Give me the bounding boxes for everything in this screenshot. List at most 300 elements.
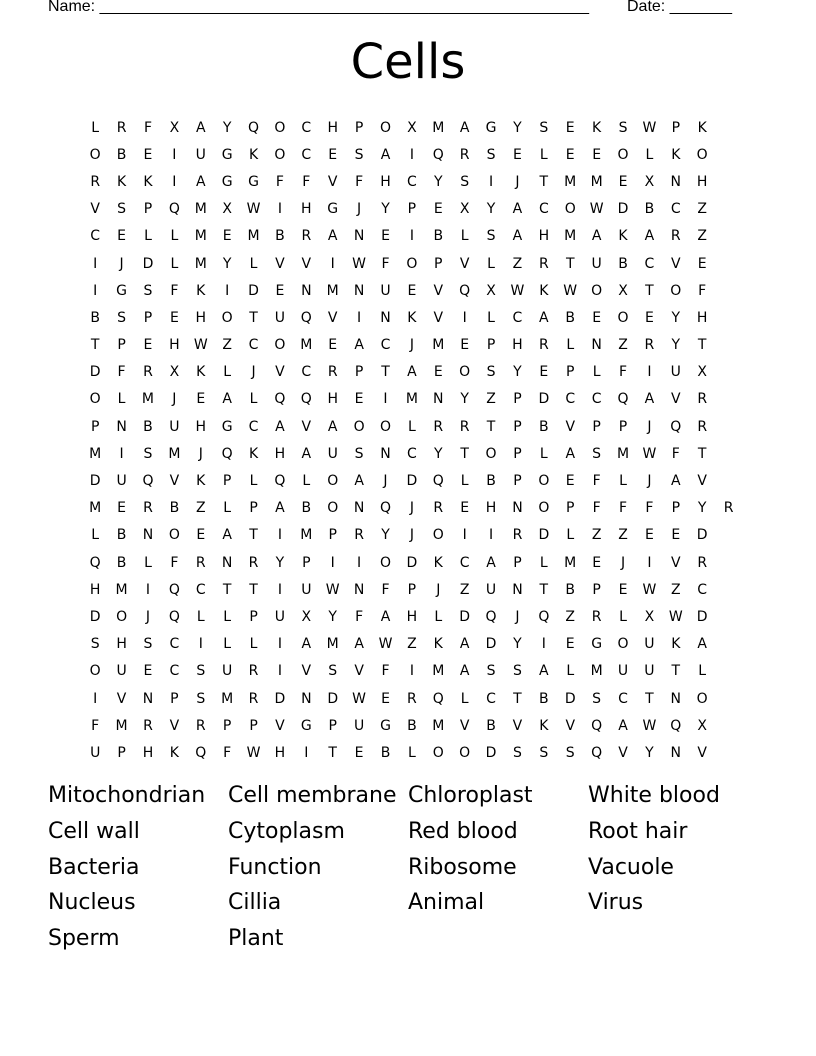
grid-letter[interactable]: E xyxy=(275,282,285,299)
grid-letter[interactable]: M xyxy=(141,391,155,408)
grid-letter[interactable]: H xyxy=(327,119,338,136)
grid-letter[interactable]: O xyxy=(432,527,444,544)
grid-letter[interactable]: H xyxy=(195,309,207,326)
grid-letter[interactable]: C xyxy=(697,581,708,598)
grid-letter[interactable]: Q xyxy=(459,282,471,299)
grid-letter[interactable]: P xyxy=(566,364,575,381)
grid-letter[interactable]: K xyxy=(143,173,153,190)
grid-letter[interactable]: P xyxy=(513,554,522,571)
grid-letter[interactable]: Q xyxy=(485,608,497,625)
name-field-label[interactable]: Name: _______________________________________________________ xyxy=(48,0,589,15)
grid-letter[interactable]: I xyxy=(330,255,335,272)
grid-letter[interactable]: H xyxy=(195,418,207,435)
grid-letter[interactable]: T xyxy=(697,445,707,462)
grid-letter[interactable]: X xyxy=(459,201,470,218)
grid-letter[interactable]: S xyxy=(486,663,496,680)
grid-letter[interactable]: V xyxy=(116,690,127,707)
grid-letter[interactable]: O xyxy=(379,119,391,136)
grid-letter[interactable]: I xyxy=(647,554,652,571)
grid-letter[interactable]: A xyxy=(512,201,523,218)
grid-letter[interactable]: Q xyxy=(591,717,603,734)
grid-letter[interactable]: V xyxy=(697,744,707,761)
grid-letter[interactable]: A xyxy=(380,146,391,163)
grid-letter[interactable]: B xyxy=(116,146,127,163)
grid-letter[interactable]: A xyxy=(327,228,338,245)
grid-letter[interactable]: F xyxy=(592,473,601,490)
grid-letter[interactable]: H xyxy=(380,173,391,190)
grid-letter[interactable]: Y xyxy=(433,173,443,190)
grid-letter[interactable]: A xyxy=(565,445,576,462)
grid-letter[interactable]: M xyxy=(326,636,339,653)
grid-letter[interactable]: E xyxy=(354,744,364,761)
grid-letter[interactable]: W xyxy=(352,255,367,272)
grid-letter[interactable]: S xyxy=(143,282,153,299)
grid-letter[interactable]: T xyxy=(328,744,337,761)
grid-letter[interactable]: S xyxy=(539,119,549,136)
grid-letter[interactable]: L xyxy=(144,228,152,245)
grid-letter[interactable]: J xyxy=(647,473,652,490)
grid-letter[interactable]: M xyxy=(616,445,630,462)
grid-letter[interactable]: E xyxy=(565,636,575,653)
grid-letter[interactable]: L xyxy=(223,636,232,653)
grid-letter[interactable]: L xyxy=(223,364,232,381)
grid-letter[interactable]: F xyxy=(355,173,364,190)
grid-letter[interactable]: Y xyxy=(671,337,681,354)
grid-letter[interactable]: V xyxy=(697,473,707,490)
grid-letter[interactable]: R xyxy=(248,554,259,571)
grid-letter[interactable]: N xyxy=(380,309,391,326)
grid-letter[interactable]: D xyxy=(89,473,101,490)
grid-letter[interactable]: G xyxy=(591,636,603,653)
grid-letter[interactable]: V xyxy=(433,309,444,326)
grid-letter[interactable]: J xyxy=(515,173,520,190)
grid-letter[interactable]: B xyxy=(565,309,576,326)
grid-letter[interactable]: S xyxy=(513,663,522,680)
grid-letter[interactable]: W xyxy=(246,744,261,761)
grid-letter[interactable]: F xyxy=(355,608,364,625)
grid-letter[interactable]: I xyxy=(277,201,282,218)
grid-letter[interactable]: P xyxy=(407,581,417,598)
grid-letter[interactable]: U xyxy=(353,717,365,734)
grid-letter[interactable]: M xyxy=(432,119,445,136)
grid-letter[interactable]: W xyxy=(563,282,578,299)
grid-letter[interactable]: W xyxy=(510,282,525,299)
grid-letter[interactable]: K xyxy=(697,119,707,136)
grid-letter[interactable]: K xyxy=(433,554,443,571)
grid-letter[interactable]: R xyxy=(116,119,127,136)
grid-letter[interactable]: Q xyxy=(142,473,154,490)
grid-letter[interactable]: B xyxy=(301,500,312,517)
grid-letter[interactable]: Q xyxy=(300,309,312,326)
grid-letter[interactable]: F xyxy=(91,717,100,734)
grid-letter[interactable]: I xyxy=(172,173,177,190)
grid-letter[interactable]: O xyxy=(538,500,550,517)
grid-letter[interactable]: O xyxy=(379,418,391,435)
grid-letter[interactable]: G xyxy=(327,201,339,218)
grid-letter[interactable]: M xyxy=(564,554,577,571)
grid-letter[interactable]: P xyxy=(513,473,522,490)
grid-letter[interactable]: K xyxy=(539,282,549,299)
grid-letter[interactable]: C xyxy=(459,554,470,571)
grid-letter[interactable]: D xyxy=(274,690,286,707)
grid-letter[interactable]: I xyxy=(277,527,282,544)
grid-letter[interactable]: H xyxy=(116,636,127,653)
grid-letter[interactable]: W xyxy=(642,717,657,734)
grid-letter[interactable]: L xyxy=(460,228,469,245)
grid-letter[interactable]: N xyxy=(670,173,682,190)
grid-letter[interactable]: K xyxy=(407,309,417,326)
grid-letter[interactable]: P xyxy=(354,119,364,136)
grid-letter[interactable]: O xyxy=(459,744,471,761)
grid-letter[interactable]: M xyxy=(115,717,128,734)
grid-letter[interactable]: O xyxy=(485,445,497,462)
grid-letter[interactable]: S xyxy=(539,744,549,761)
grid-letter[interactable]: H xyxy=(169,337,180,354)
grid-letter[interactable]: W xyxy=(642,119,657,136)
grid-letter[interactable]: R xyxy=(407,690,417,707)
grid-letter[interactable]: D xyxy=(327,690,339,707)
grid-letter[interactable]: Z xyxy=(195,500,206,517)
grid-letter[interactable]: L xyxy=(249,636,258,653)
grid-letter[interactable]: V xyxy=(275,255,285,272)
grid-letter[interactable]: D xyxy=(459,608,471,625)
grid-letter[interactable]: K xyxy=(196,364,206,381)
grid-letter[interactable]: J xyxy=(620,554,626,571)
grid-letter[interactable]: A xyxy=(301,445,312,462)
grid-letter[interactable]: R xyxy=(433,418,444,435)
grid-letter[interactable]: Q xyxy=(538,608,550,625)
grid-letter[interactable]: Y xyxy=(513,636,522,653)
grid-letter[interactable]: M xyxy=(590,173,603,190)
grid-letter[interactable]: K xyxy=(592,119,602,136)
grid-letter[interactable]: C xyxy=(169,663,180,680)
grid-letter[interactable]: H xyxy=(274,744,286,761)
grid-letter[interactable]: V xyxy=(512,717,523,734)
grid-letter[interactable]: P xyxy=(328,717,337,734)
grid-letter[interactable]: K xyxy=(116,173,127,190)
grid-letter[interactable]: N xyxy=(512,500,523,517)
grid-letter[interactable]: V xyxy=(169,717,180,734)
grid-letter[interactable]: D xyxy=(564,690,576,707)
grid-letter[interactable]: Q xyxy=(300,391,312,408)
grid-letter[interactable]: O xyxy=(564,201,576,218)
grid-letter[interactable]: H xyxy=(696,309,708,326)
grid-letter[interactable]: T xyxy=(645,690,654,707)
grid-letter[interactable]: J xyxy=(383,473,388,490)
grid-letter[interactable]: A xyxy=(459,119,470,136)
grid-letter[interactable]: L xyxy=(249,473,258,490)
grid-letter[interactable]: V xyxy=(275,717,285,734)
grid-letter[interactable]: Q xyxy=(274,473,286,490)
grid-letter[interactable]: X xyxy=(697,364,707,381)
grid-letter[interactable]: L xyxy=(407,744,416,761)
grid-letter[interactable]: A xyxy=(222,391,232,408)
grid-letter[interactable]: I xyxy=(277,663,282,680)
grid-letter[interactable]: T xyxy=(697,337,707,354)
grid-letter[interactable]: U xyxy=(327,445,338,462)
grid-letter[interactable]: E xyxy=(592,309,602,326)
grid-letter[interactable]: Q xyxy=(248,119,260,136)
grid-letter[interactable]: C xyxy=(169,636,180,653)
grid-letter[interactable]: L xyxy=(170,228,179,245)
grid-letter[interactable]: S xyxy=(592,690,602,707)
grid-letter[interactable]: I xyxy=(462,309,467,326)
grid-letter[interactable]: N xyxy=(353,228,365,245)
grid-letter[interactable]: X xyxy=(407,119,417,136)
grid-letter[interactable]: A xyxy=(327,418,338,435)
grid-letter[interactable]: X xyxy=(697,717,707,734)
grid-letter[interactable]: Q xyxy=(670,717,682,734)
grid-letter[interactable]: X xyxy=(301,608,312,625)
grid-letter[interactable]: G xyxy=(380,717,391,734)
grid-letter[interactable]: K xyxy=(433,636,443,653)
grid-letter[interactable]: Y xyxy=(222,255,232,272)
grid-letter[interactable]: B xyxy=(380,744,391,761)
grid-letter[interactable]: X xyxy=(486,282,496,299)
grid-letter[interactable]: H xyxy=(406,608,418,625)
grid-letter[interactable]: T xyxy=(539,173,549,190)
grid-letter[interactable]: E xyxy=(143,146,153,163)
grid-letter[interactable]: X xyxy=(222,201,232,218)
grid-letter[interactable]: Y xyxy=(460,391,469,408)
grid-letter[interactable]: E xyxy=(407,282,417,299)
grid-letter[interactable]: O xyxy=(89,391,101,408)
grid-letter[interactable]: P xyxy=(117,337,126,354)
grid-letter[interactable]: D xyxy=(142,255,154,272)
grid-letter[interactable]: B xyxy=(486,717,496,734)
grid-letter[interactable]: T xyxy=(645,282,654,299)
grid-letter[interactable]: K xyxy=(539,717,549,734)
grid-letter[interactable]: X xyxy=(169,119,180,136)
grid-letter[interactable]: Z xyxy=(697,228,707,245)
grid-letter[interactable]: L xyxy=(91,527,100,544)
grid-letter[interactable]: I xyxy=(172,146,177,163)
grid-letter[interactable]: L xyxy=(91,119,100,136)
grid-letter[interactable]: R xyxy=(195,717,206,734)
grid-letter[interactable]: L xyxy=(249,391,258,408)
grid-letter[interactable]: Z xyxy=(512,255,523,272)
grid-letter[interactable]: M xyxy=(432,663,445,680)
grid-letter[interactable]: I xyxy=(409,663,414,680)
grid-letter[interactable]: K xyxy=(169,744,179,761)
grid-letter[interactable]: B xyxy=(539,690,549,707)
grid-letter[interactable]: A xyxy=(354,473,364,490)
grid-letter[interactable]: N xyxy=(301,282,312,299)
grid-letter[interactable]: A xyxy=(195,119,206,136)
grid-letter[interactable]: A xyxy=(644,228,655,245)
grid-letter[interactable]: C xyxy=(248,337,259,354)
grid-letter[interactable]: Q xyxy=(591,744,603,761)
grid-letter[interactable]: S xyxy=(117,201,127,218)
grid-letter[interactable]: P xyxy=(407,201,417,218)
grid-letter[interactable]: E xyxy=(117,228,127,245)
grid-letter[interactable]: R xyxy=(723,500,734,517)
grid-letter[interactable]: H xyxy=(485,500,497,517)
grid-letter[interactable]: J xyxy=(172,391,177,408)
grid-letter[interactable]: Y xyxy=(381,201,390,218)
grid-letter[interactable]: B xyxy=(275,228,285,245)
grid-letter[interactable]: P xyxy=(592,581,601,598)
grid-letter[interactable]: Y xyxy=(222,119,232,136)
grid-letter[interactable]: S xyxy=(460,173,470,190)
grid-letter[interactable]: A xyxy=(671,473,681,490)
grid-letter[interactable]: M xyxy=(194,228,207,245)
grid-letter[interactable]: E xyxy=(196,391,206,408)
grid-letter[interactable]: E xyxy=(618,581,628,598)
grid-letter[interactable]: T xyxy=(460,445,469,462)
grid-letter[interactable]: G xyxy=(248,173,259,190)
grid-letter[interactable]: E xyxy=(328,337,338,354)
grid-letter[interactable]: O xyxy=(274,337,286,354)
grid-letter[interactable]: D xyxy=(538,527,550,544)
grid-letter[interactable]: X xyxy=(169,364,180,381)
grid-letter[interactable]: S xyxy=(486,228,496,245)
grid-letter[interactable]: N xyxy=(670,690,682,707)
grid-letter[interactable]: A xyxy=(407,364,417,381)
grid-letter[interactable]: O xyxy=(538,473,550,490)
grid-letter[interactable]: D xyxy=(617,201,629,218)
grid-letter[interactable]: K xyxy=(671,636,681,653)
grid-letter[interactable]: I xyxy=(357,554,362,571)
grid-letter[interactable]: B xyxy=(539,418,549,435)
grid-letter[interactable]: A xyxy=(380,608,391,625)
grid-letter[interactable]: S xyxy=(618,119,628,136)
grid-letter[interactable]: H xyxy=(538,228,550,245)
grid-letter[interactable]: O xyxy=(168,527,180,544)
grid-letter[interactable]: P xyxy=(143,309,153,326)
grid-letter[interactable]: F xyxy=(381,255,390,272)
grid-letter[interactable]: Q xyxy=(168,581,180,598)
grid-letter[interactable]: P xyxy=(222,473,232,490)
grid-letter[interactable]: A xyxy=(222,527,232,544)
grid-letter[interactable]: E xyxy=(592,146,602,163)
grid-letter[interactable]: A xyxy=(354,636,364,653)
grid-letter[interactable]: L xyxy=(434,608,443,625)
grid-letter[interactable]: L xyxy=(619,608,627,625)
grid-letter[interactable]: N xyxy=(512,581,523,598)
grid-letter[interactable]: H xyxy=(301,201,312,218)
grid-letter[interactable]: U xyxy=(670,364,681,381)
grid-letter[interactable]: J xyxy=(251,364,256,381)
grid-letter[interactable]: N xyxy=(591,337,602,354)
grid-letter[interactable]: A xyxy=(512,228,523,245)
grid-letter[interactable]: C xyxy=(512,309,523,326)
grid-letter[interactable]: N xyxy=(116,418,127,435)
grid-letter[interactable]: Z xyxy=(618,527,628,544)
grid-letter[interactable]: E xyxy=(671,527,681,544)
grid-letter[interactable]: L xyxy=(170,255,179,272)
grid-letter[interactable]: Y xyxy=(513,119,522,136)
grid-letter[interactable]: G xyxy=(300,717,312,734)
grid-letter[interactable]: D xyxy=(485,744,497,761)
grid-letter[interactable]: F xyxy=(117,364,126,381)
grid-letter[interactable]: F xyxy=(618,364,628,381)
grid-letter[interactable]: E xyxy=(381,228,390,245)
grid-letter[interactable]: R xyxy=(433,500,444,517)
grid-letter[interactable]: M xyxy=(115,581,128,598)
grid-letter[interactable]: O xyxy=(327,473,339,490)
grid-letter[interactable]: M xyxy=(194,201,207,218)
grid-letter[interactable]: E xyxy=(644,309,654,326)
grid-letter[interactable]: M xyxy=(432,337,445,354)
grid-letter[interactable]: A xyxy=(591,228,602,245)
grid-letter[interactable]: P xyxy=(170,690,179,707)
grid-letter[interactable]: U xyxy=(116,663,127,680)
grid-letter[interactable]: I xyxy=(198,636,203,653)
grid-letter[interactable]: X xyxy=(644,608,655,625)
grid-letter[interactable]: T xyxy=(249,581,258,598)
grid-letter[interactable]: L xyxy=(460,690,469,707)
grid-letter[interactable]: P xyxy=(513,445,522,462)
grid-letter[interactable]: M xyxy=(247,228,260,245)
grid-letter[interactable]: Y xyxy=(645,744,654,761)
grid-letter[interactable]: A xyxy=(275,500,285,517)
grid-letter[interactable]: K xyxy=(618,228,628,245)
grid-letter[interactable]: C xyxy=(406,445,417,462)
grid-letter[interactable]: U xyxy=(644,636,655,653)
grid-letter[interactable]: L xyxy=(407,418,416,435)
grid-letter[interactable]: T xyxy=(222,581,232,598)
grid-letter[interactable]: O xyxy=(696,146,708,163)
grid-letter[interactable]: M xyxy=(221,690,234,707)
grid-letter[interactable]: D xyxy=(485,636,497,653)
grid-letter[interactable]: W xyxy=(642,581,657,598)
grid-letter[interactable]: V xyxy=(671,391,681,408)
grid-letter[interactable]: I xyxy=(277,636,282,653)
grid-letter[interactable]: N xyxy=(353,282,365,299)
grid-letter[interactable]: D xyxy=(696,527,708,544)
grid-letter[interactable]: W xyxy=(378,636,393,653)
grid-letter[interactable]: W xyxy=(246,201,261,218)
grid-letter[interactable]: F xyxy=(592,500,601,517)
grid-letter[interactable]: B xyxy=(90,309,100,326)
grid-letter[interactable]: V xyxy=(301,255,312,272)
grid-letter[interactable]: A xyxy=(539,309,549,326)
grid-letter[interactable]: E xyxy=(381,690,390,707)
grid-letter[interactable]: D xyxy=(538,391,550,408)
grid-letter[interactable]: A xyxy=(644,391,655,408)
grid-letter[interactable]: E xyxy=(539,364,549,381)
grid-letter[interactable]: R xyxy=(538,337,549,354)
grid-letter[interactable]: Z xyxy=(697,201,707,218)
grid-letter[interactable]: V xyxy=(275,364,285,381)
grid-letter[interactable]: P xyxy=(249,500,258,517)
grid-letter[interactable]: O xyxy=(327,500,339,517)
grid-letter[interactable]: Z xyxy=(222,337,232,354)
grid-letter[interactable]: U xyxy=(301,581,312,598)
grid-letter[interactable]: U xyxy=(90,744,101,761)
grid-letter[interactable]: O xyxy=(459,364,471,381)
grid-letter[interactable]: V xyxy=(565,418,576,435)
grid-letter[interactable]: U xyxy=(644,663,655,680)
grid-letter[interactable]: O xyxy=(617,146,629,163)
grid-letter[interactable]: H xyxy=(327,391,338,408)
grid-letter[interactable]: R xyxy=(644,337,655,354)
grid-letter[interactable]: L xyxy=(539,445,548,462)
grid-letter[interactable]: E xyxy=(143,337,153,354)
grid-letter[interactable]: E xyxy=(460,500,470,517)
grid-letter[interactable]: I xyxy=(462,527,467,544)
grid-letter[interactable]: F xyxy=(275,173,284,190)
grid-letter[interactable]: Y xyxy=(671,309,681,326)
grid-letter[interactable]: Q xyxy=(89,554,101,571)
grid-letter[interactable]: D xyxy=(406,554,418,571)
grid-letter[interactable]: O xyxy=(116,608,128,625)
date-field-label[interactable]: Date: _______ xyxy=(627,0,732,15)
grid-letter[interactable]: P xyxy=(434,255,443,272)
grid-letter[interactable]: I xyxy=(647,364,652,381)
grid-letter[interactable]: Y xyxy=(433,445,443,462)
